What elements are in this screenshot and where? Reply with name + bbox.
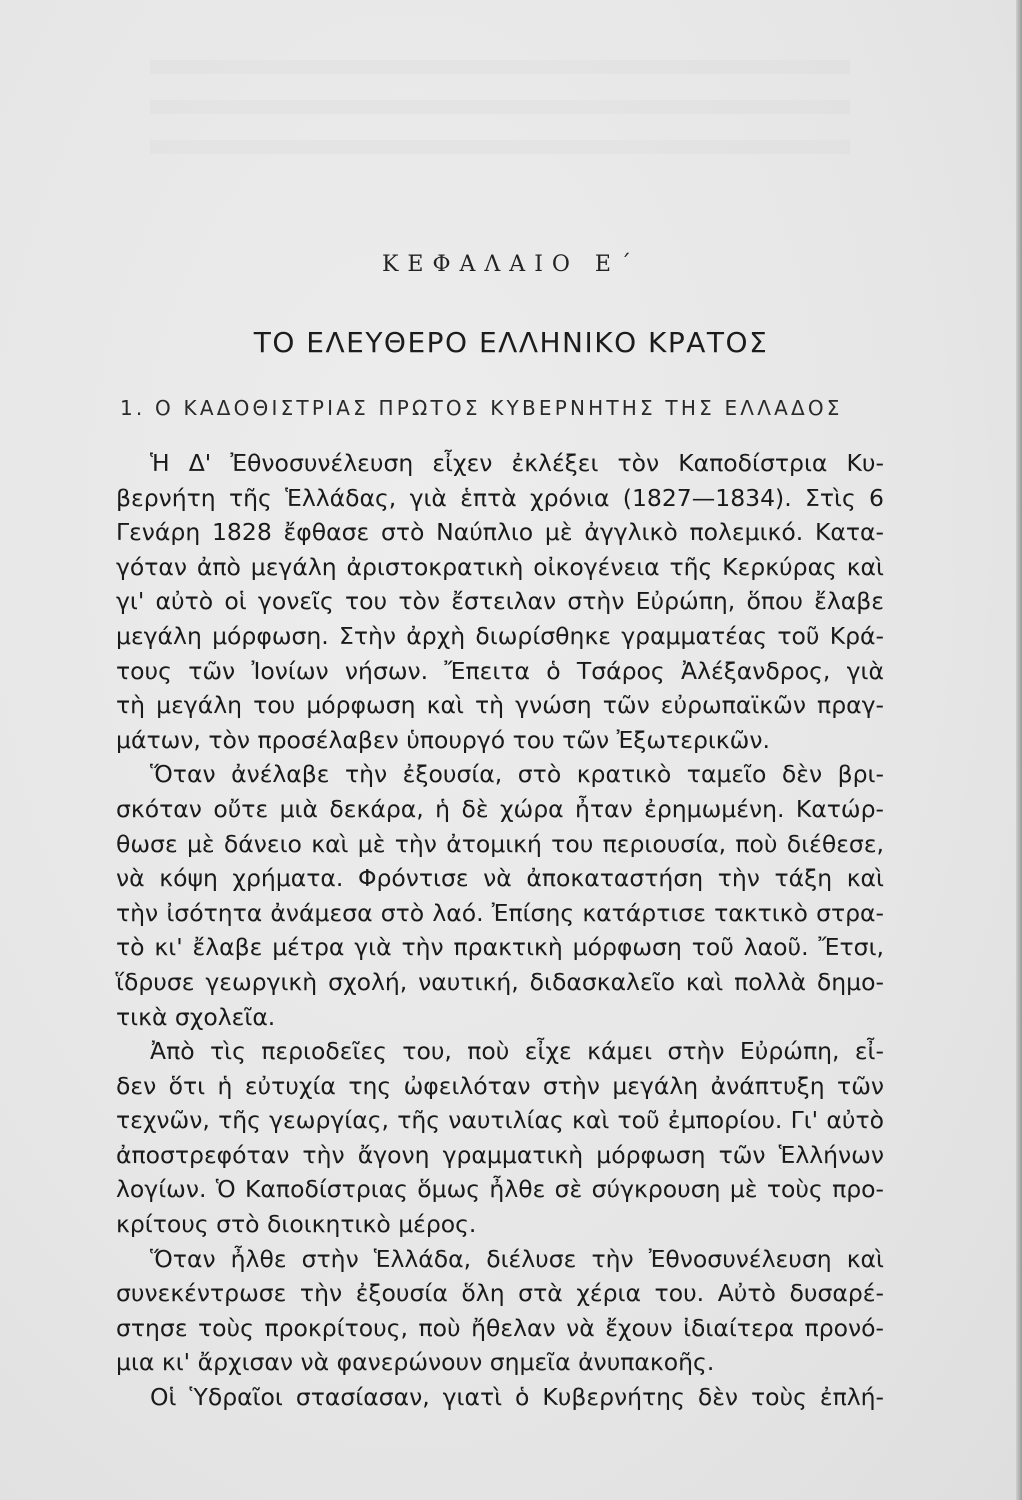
chapter-heading: ΚΕΦΑΛΑΙΟ Ε΄ bbox=[382, 252, 640, 277]
text-line: συνεκέντρωσε τὴν ἐξουσία ὅλη στὰ χέρια του. Αὐτὸ δυσαρέ- bbox=[116, 1279, 884, 1308]
text-line: Ἀπὸ τὶς περιοδεῖες του, ποὺ εἶχε κάμει στὴν Εὐρώπη, εἶ- bbox=[150, 1037, 884, 1066]
text-line: τὴν ἰσότητα ἀνάμεσα στὸ λαό. Ἐπίσης κατάρτισε τακτικὸ στρα- bbox=[116, 898, 884, 927]
text-line: ἵδρυσε γεωργικὴ σχολή, ναυτική, διδασκαλεῖο καὶ πολλὰ δημο- bbox=[116, 967, 884, 996]
text-line: δεν ὅτι ἡ εὐτυχία της ὠφειλόταν στὴν μεγάλη ἀνάπτυξη τῶν bbox=[116, 1071, 884, 1100]
section-heading: 1. Ο ΚΑΔΟΘΙΣΤΡΙΑΣ ΠΡΩΤΟΣ ΚΥΒΕΡΝΗΤΗΣ ΤΗΣ ΕΛΛΑΔΟΣ bbox=[120, 396, 843, 420]
text-line: τους τῶν Ἰονίων νήσων. Ἔπειτα ὁ Τσάρος Ἀλέξανδρος, γιὰ bbox=[116, 656, 884, 685]
text-line: τικὰ σχολεῖα. bbox=[116, 1002, 276, 1031]
chapter-title: ΤΟ ΕΛΕΥΘΕΡΟ ΕΛΛΗΝΙΚΟ ΚΡΑΤΟΣ bbox=[253, 326, 769, 359]
text-line: Γενάρη 1828 ἔφθασε στὸ Ναύπλιο μὲ ἀγγλικὸ πολεμικό. Κατα- bbox=[116, 518, 884, 547]
page-edge bbox=[1016, 0, 1022, 1500]
text-line: σκόταν οὔτε μιὰ δεκάρα, ἡ δὲ χώρα ἦταν ἐρημωμένη. Κατώρ- bbox=[116, 794, 884, 823]
text-line: μάτων, τὸν προσέλαβεν ὑπουργό του τῶν Ἐξωτερικῶν. bbox=[116, 725, 770, 754]
text-line: μεγάλη μόρφωση. Στὴν ἀρχὴ διωρίσθηκε γραμματέας τοῦ Κρά- bbox=[116, 621, 884, 650]
text-line: Οἱ Ὑδραῖοι στασίασαν, γιατὶ ὁ Κυβερνήτης δὲν τοὺς ἐπλή- bbox=[150, 1383, 884, 1412]
text-line: τὴ μεγάλη του μόρφωση καὶ τὴ γνώση τῶν εὐρωπαϊκῶν πραγ- bbox=[116, 691, 884, 720]
text-line: κρίτους στὸ διοικητικὸ μέρος. bbox=[116, 1210, 477, 1239]
text-line: ἀποστρεφόταν τὴν ἄγονη γραμματικὴ μόρφωση τῶν Ἑλλήνων bbox=[116, 1140, 884, 1169]
text-line: στησε τοὺς προκρίτους, ποὺ ἤθελαν νὰ ἔχουν ἰδιαίτερα προνό- bbox=[116, 1313, 884, 1342]
text-line: Ὅταν ἀνέλαβε τὴν ἐξουσία, στὸ κρατικὸ ταμεῖο δὲν βρι- bbox=[150, 760, 884, 789]
text-line: μια κι' ἄρχισαν νὰ φανερώνουν σημεῖα ἀνυπακοῆς. bbox=[116, 1348, 715, 1377]
text-line: γόταν ἀπὸ μεγάλη ἀριστοκρατικὴ οἰκογένεια τῆς Κερκύρας καὶ bbox=[116, 552, 884, 581]
text-line: τεχνῶν, τῆς γεωργίας, τῆς ναυτιλίας καὶ τοῦ ἐμπορίου. Γι' αὐτὸ bbox=[116, 1106, 884, 1135]
bleed-through-shadow bbox=[150, 60, 850, 180]
text-line: Ἡ Δ' Ἐθνοσυνέλευση εἶχεν ἐκλέξει τὸν Καποδίστρια Κυ- bbox=[150, 449, 884, 477]
text-line: νὰ κόψη χρήματα. Φρόντισε νὰ ἀποκαταστήση τὴν τάξη καὶ bbox=[116, 864, 884, 893]
text-line: θωσε μὲ δάνειο καὶ μὲ τὴν ἀτομική του περιουσία, ποὺ διέθεσε, bbox=[116, 829, 884, 858]
body-text bbox=[116, 446, 884, 1415]
text-line: γι' αὐτὸ οἱ γονεῖς του τὸν ἔστειλαν στὴν Εὐρώπη, ὅπου ἔλαβε bbox=[116, 587, 884, 616]
text-line: λογίων. Ὁ Καποδίστριας ὅμως ἦλθε σὲ σύγκρουση μὲ τοὺς προ- bbox=[116, 1175, 884, 1204]
text-line: Ὅταν ἦλθε στὴν Ἑλλάδα, διέλυσε τὴν Ἐθνοσυνέλευση καὶ bbox=[150, 1244, 884, 1273]
text-line: τὸ κι' ἔλαβε μέτρα γιὰ τὴν πρακτικὴ μόρφωση τοῦ λαοῦ. Ἔτσι, bbox=[116, 933, 884, 962]
text-line: βερνήτη τῆς Ἑλλάδας, γιὰ ἑπτὰ χρόνια (1827—1834). Στὶς 6 bbox=[116, 483, 884, 512]
